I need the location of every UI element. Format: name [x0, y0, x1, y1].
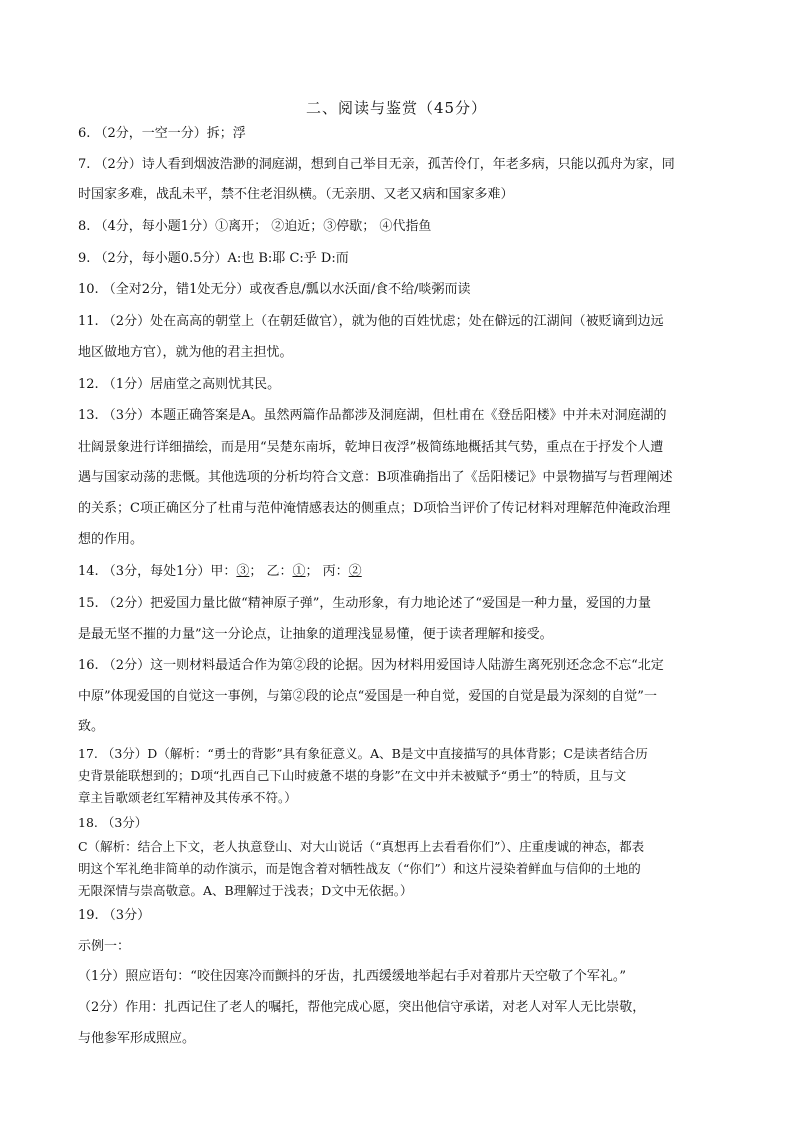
- answer-line: 12. （1分）居庙堂之高则忧其民。: [78, 377, 281, 392]
- answer-line: 16. （2分）这一则材料最适合作为第②段的论据。因为材料用爱国诗人陆游生离死别还念念不忘“北定: [78, 658, 664, 673]
- answer-line: 时国家多难，战乱未平，禁不住老泪纵横。（无亲朋、又老又病和国家多难）: [78, 187, 514, 202]
- answer-line: 无限深情与崇高敬意。A、B理解过于浅表；D文中无依据。）: [78, 883, 413, 898]
- answer-line: 与他参军形成照应。: [78, 1031, 196, 1046]
- answer-line: 18. （3分）: [78, 815, 148, 830]
- answer-line: （1分）照应语句：“咬住因寒冷而颤抖的牙齿，扎西缓缓地举起右手对着那片天空敬了个军礼。”: [78, 969, 627, 984]
- q14-answer-jia: ③: [236, 564, 250, 579]
- answer-line: 致。: [78, 719, 105, 734]
- answer-line: 史背景能联想到的；D项“扎西自己下山时疲惫不堪的身影”在文中并未被赋予“勇士”的特质，且与文: [78, 768, 627, 783]
- answer-line: 10. （全对2分，错1处无分）或夜香息/瓢以水沃面/食不给/啖粥而读: [78, 282, 471, 297]
- answer-line: 中原”体现爱国的自觉这一事例，与第②段的论点“爱国是一种自觉，爱国的自觉是最为深刻的自觉”一: [78, 689, 657, 704]
- answer-line: 遇与国家动荡的悲慨。其他选项的分析均符合文意：B项准确指出了《岳阳楼记》中景物描写与哲理阐述: [78, 470, 673, 485]
- answer-line: 想的作用。: [78, 532, 144, 547]
- answer-line: 6. （2分，一空一分）拆；浮: [78, 126, 246, 141]
- q14-sep: ； 丙：: [305, 564, 349, 579]
- answer-line: 11. （2分）处在高高的朝堂上（在朝廷做官），就为他的百姓忧虑；处在僻远的江湖间（被贬谪到边远: [78, 314, 664, 329]
- answer-line: 是最无坚不摧的力量”这一分论点，让抽象的道理浅显易懂，便于读者理解和接受。: [78, 627, 553, 642]
- answer-line: 8. （4分，每小题1分）①离开； ②迫近；③停歇； ④代指鱼: [78, 219, 432, 234]
- q14-answer-bing: ②: [348, 564, 362, 579]
- q14-sep: ； 乙：: [249, 564, 293, 579]
- answer-line: 明这个军礼绝非简单的动作演示，而是饱含着对牺牲战友（“你们”）和这片浸染着鲜血与信仰的土地的: [78, 861, 641, 876]
- answer-line: 壮阔景象进行详细描绘，而是用“吴楚东南坼，乾坤日夜浮”极简练地概括其气势，重点在于抒发个人遭: [78, 440, 664, 455]
- q14-prefix: 14. （3分，每处1分）甲：: [78, 564, 237, 579]
- answer-line: 示例一：: [78, 939, 131, 954]
- answer-line: 19. （3分）: [78, 908, 151, 923]
- answer-line: 的关系；C项正确区分了杜甫与范仲淹情感表达的侧重点；D项恰当评价了传记材料对理解范仲淹政治理: [78, 501, 671, 516]
- answer-line: （2分）作用：扎西记住了老人的嘱托，帮他完成心愿，突出他信守承诺，对老人对军人无比崇敬，: [78, 1000, 646, 1015]
- answer-line: 15. （2分）把爱国力量比做“精神原子弹”，生动形象，有力地论述了“爱国是一种力量，爱国的力量: [78, 596, 652, 611]
- q14-answer-yi: ①: [292, 564, 306, 579]
- answer-line: 章主旨歌颂老红军精神及其传承不符。）: [78, 790, 297, 805]
- answer-line: 9. （2分，每小题0.5分）A:也 B:耶 C:乎 D:而: [78, 251, 349, 266]
- section-title: 二、阅读与鉴赏（45分）: [305, 99, 488, 117]
- answer-line: 7. （2分）诗人看到烟波浩渺的洞庭湖，想到自己举目无亲，孤苦伶仃，年老多病，只能以孤舟为家，同: [78, 157, 675, 172]
- answer-line-q14: [78, 563, 718, 580]
- answer-line: C（解析：结合上下文，老人执意登山、对大山说话（“真想再上去看看你们”）、庄重虔诚的神态，都表: [78, 839, 645, 854]
- answer-line: 17. （3分）D（解析：“勇士的背影”具有象征意义。A、B是文中直接描写的具体背影；C是读者结合历: [78, 746, 648, 761]
- answer-line: 13. （3分）本题正确答案是A。虽然两篇作品都涉及洞庭湖，但杜甫在《登岳阳楼》中并未对洞庭湖的: [78, 408, 667, 423]
- answer-line: 地区做地方官），就为他的君主担忧。: [78, 345, 293, 360]
